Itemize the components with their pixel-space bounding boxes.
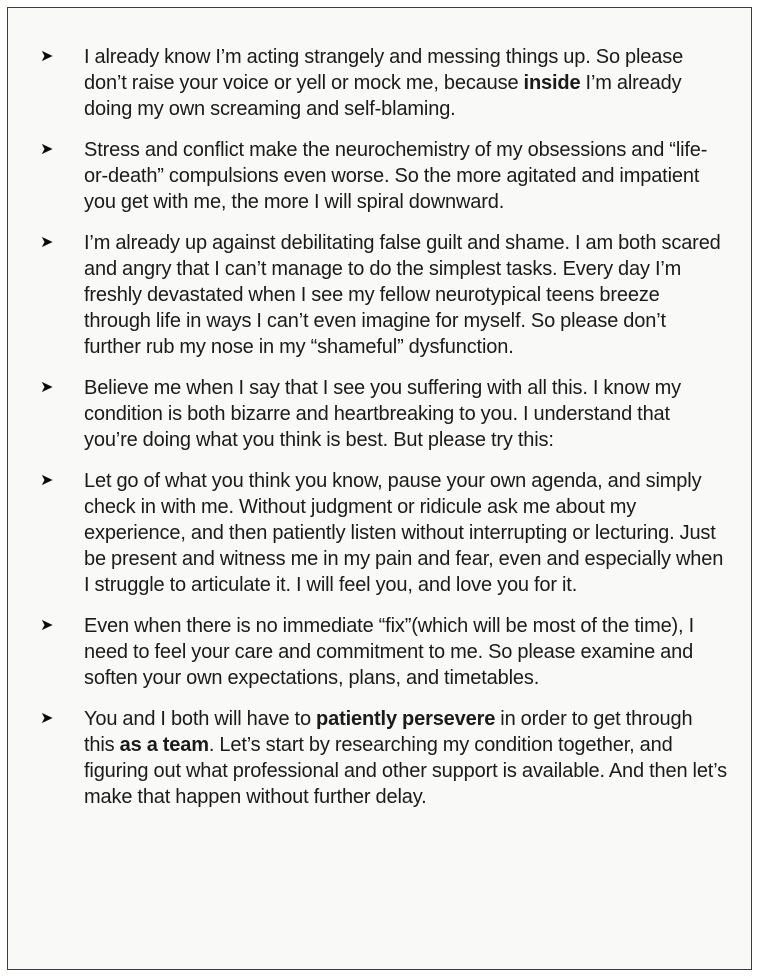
text-segment: Even when there is no immediate “fix”(which will be most of the time), I need to feel your care and commitment to me. So please examine and soften your own expectations, plans, and timetables. xyxy=(84,615,694,689)
arrow-bullet-icon: ➤ xyxy=(40,48,54,65)
bullet-item xyxy=(38,706,727,810)
text-segment: Believe me when I say that I see you suffering with all this. I know my condition is both bizarre and heartbreaking to you. I understand that you’re doing what you think is best. But please try this: xyxy=(84,377,681,451)
bullet-text xyxy=(84,137,727,215)
bullet-item xyxy=(38,137,727,215)
bullet-text xyxy=(84,375,727,453)
arrow-bullet-icon: ➤ xyxy=(40,141,54,158)
bullet-item xyxy=(38,375,727,453)
text-segment: I’m already up against debilitating false guilt and shame. I am both scared and angry that I can’t manage to do the simplest tasks. Every day I’m freshly devastated when I see my fellow neurotypical teens breeze through life in ways I can’t even imagine for myself. So please don’t further rub my nose in my “shameful” dysfunction. xyxy=(84,232,721,358)
bullet-item xyxy=(38,613,727,691)
bullet-text xyxy=(84,468,727,598)
text-segment: in order to get through this xyxy=(84,708,693,756)
text-segment: I already know I’m acting strangely and messing things up. So please don’t raise your voice or yell or mock me, because xyxy=(84,46,684,94)
arrow-bullet-icon: ➤ xyxy=(40,710,54,727)
arrow-bullet-icon: ➤ xyxy=(40,617,54,634)
arrow-bullet-icon: ➤ xyxy=(40,472,54,489)
text-segment: Let go of what you think you know, pause your own agenda, and simply check in with me. Without judgment or ridicule ask me about my experience, and then patiently listen without interrupting or lecturing. Just be present and witness me in my pain and fear, even and especially when I struggle to articulate it. I will feel you, and love you for it. xyxy=(84,470,724,596)
text-segment: I’m already doing my own screaming and self-blaming. xyxy=(84,72,682,120)
bullet-item xyxy=(38,230,727,360)
bordered-text-panel xyxy=(7,7,752,970)
arrow-bullet-icon: ➤ xyxy=(40,234,54,251)
text-segment: You and I both will have to xyxy=(84,708,317,730)
bullet-text xyxy=(84,613,727,691)
bold-text-segment: inside xyxy=(523,72,581,94)
bold-text-segment: as a team xyxy=(119,734,209,756)
bullet-list xyxy=(38,44,727,810)
bullet-item xyxy=(38,44,727,122)
bullet-text xyxy=(84,230,727,360)
text-segment: . Let’s start by researching my condition together, and figuring out what professional and other support is available. And then let’s make that happen without further delay. xyxy=(84,734,727,808)
bullet-text xyxy=(84,706,727,810)
text-segment: Stress and conflict make the neurochemistry of my obsessions and “life-or-death” compulsions even worse. So the more agitated and impatient you get with me, the more I will spiral downward. xyxy=(84,139,708,213)
bold-text-segment: patiently persevere xyxy=(316,708,496,730)
bullet-item xyxy=(38,468,727,598)
bullet-text xyxy=(84,44,727,122)
arrow-bullet-icon: ➤ xyxy=(40,379,54,396)
